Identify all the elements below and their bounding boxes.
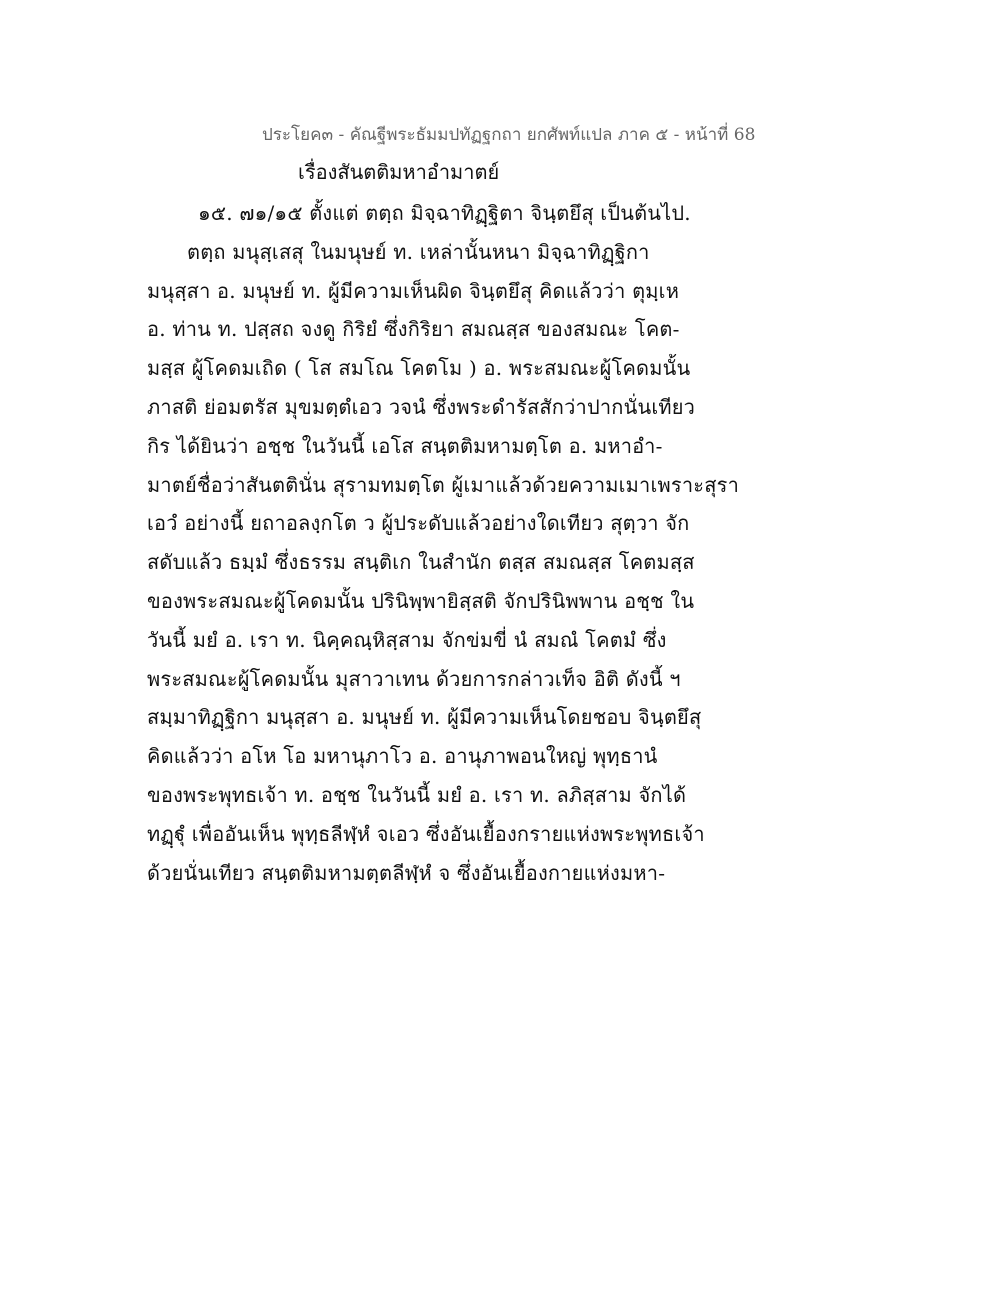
text-line: อ. ท่าน ท. ปสฺสถ จงดู กิริยํ ซึ่งกิริยา สมณสฺส ของสมณะ โคต- bbox=[147, 317, 680, 342]
text-line: ตตฺถ มนุสฺเสสุ ในมนุษย์ ท. เหล่านั้นหนา มิจฺฉาทิฏฺฐิกา bbox=[187, 239, 650, 264]
text-line: คิดแล้วว่า อโห โอ มหานุภาโว อ. อานุภาพอนใหญ่ พุทฺธานํ bbox=[147, 744, 658, 769]
text-line: ทฏฺฐุํ เพื่ออันเห็น พุทฺธลีฬฺหํ จเอว ซึ่งอันเยื้องกรายแห่งพระพุทธเจ้า bbox=[147, 821, 705, 846]
text-line: ภาสติ ย่อมตรัส มุขมตฺตํเอว วจนํ ซึ่งพระดำรัสสักว่าปากนั่นเทียว bbox=[147, 394, 696, 419]
text-line: สมฺมาทิฏฺฐิกา มนุสฺสา อ. มนุษย์ ท. ผู้มีความเห็นโดยชอบ จินฺตยึสุ bbox=[147, 705, 702, 730]
running-header: ประโยค๓ - คัณฐีพระธัมมปทัฏฐกถา ยกศัพท์แปล ภาค ๕ - หน้าที่ 68 bbox=[262, 125, 756, 145]
body-text bbox=[147, 194, 740, 892]
text-line: ด้วยนั่นเทียว สนฺตติมหามตฺตลีฬฺหํ จ ซึ่งอันเยื้องกายแห่งมหา- bbox=[147, 860, 666, 885]
text-line: พระสมณะผู้โคดมนั้น มุสาวาเทน ด้วยการกล่าวเท็จ อิติ ดังนี้ ฯ bbox=[147, 666, 681, 691]
text-line: เอวํ อย่างนี้ ยถาอลงฺกโต ว ผู้ประดับแล้วอย่างใดเทียว สุตฺวา จัก bbox=[147, 511, 690, 536]
text-line: มนุสฺสา อ. มนุษย์ ท. ผู้มีความเห็นผิด จินฺตยึสุ คิดแล้วว่า ตุมฺเห bbox=[147, 278, 680, 303]
story-title: เรื่องสันตติมหาอำมาตย์ bbox=[298, 160, 500, 184]
text-line: มสฺส ผู้โคดมเถิด ( โส สมโณ โคตโม ) อ. พระสมณะผู้โคดมนั้น bbox=[147, 356, 691, 381]
text-line: ของพระพุทธเจ้า ท. อชฺช ในวันนี้ มยํ อ. เรา ท. ลภิสฺสาม จักได้ bbox=[147, 782, 687, 807]
text-line: ของพระสมณะผู้โคดมนั้น ปรินิพฺพายิสฺสติ จักปรินิพพาน อชฺช ใน bbox=[147, 588, 695, 613]
text-line: มาตย์ชื่อว่าสันตตินั่น สุรามทมตฺโต ผู้เมาแล้วด้วยความเมาเพราะสุรา bbox=[147, 472, 740, 497]
text-line: ๑๕. ๗๑/๑๕ ตั้งแต่ ตตฺถ มิจฺฉาทิฏฺฐิตา จินฺตยึสุ เป็นต้นไป. bbox=[198, 201, 691, 225]
text-line: กิร ได้ยินว่า อชฺช ในวันนี้ เอโส สนฺตติมหามตฺโต อ. มหาอำ- bbox=[147, 433, 663, 458]
text-line: สดับแล้ว ธมฺมํ ซึ่งธรรม สนฺติเก ในสำนัก ตสฺส สมณสฺส โคตมสฺส bbox=[147, 550, 695, 575]
text-line: วันนี้ มยํ อ. เรา ท. นิคฺคณฺหิสฺสาม จักข่มขี่ นํ สมณํ โคตมํ ซึ่ง bbox=[147, 627, 667, 652]
